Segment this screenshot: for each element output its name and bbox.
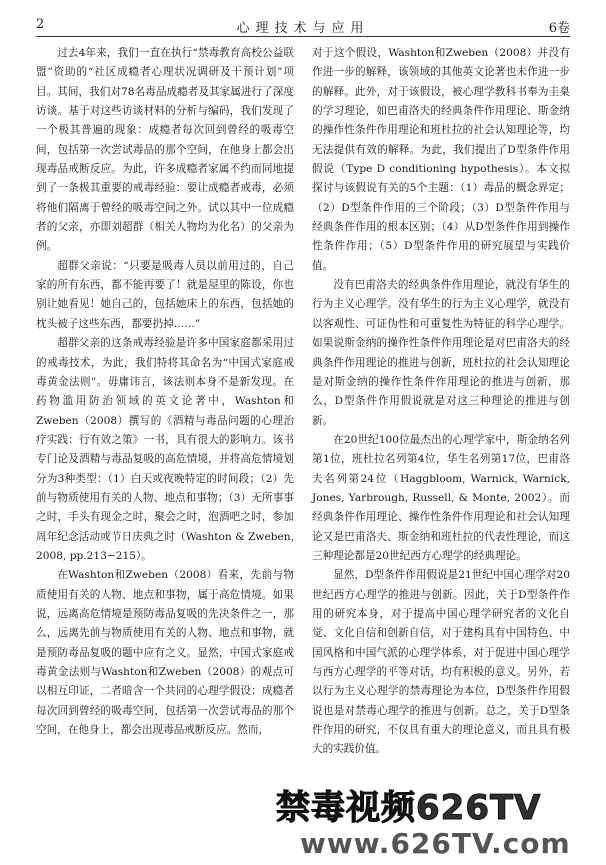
paragraph: 超群父亲的这条戒毒经验是许多中国家庭都采用过的戒毒技术，为此，我们特将其命名为“中国式家庭戒毒黄金法则”。毋庸讳言，该法则本身不是新发现。在药物滥用防治领域的英文论著中，Washton和Zweben（2008）撰写的《酒精与毒品问题的心理治疗实践：行有效之策》一书，具有很大的影响力。该书专门论及酒精与毒品复吸的高危情境，并将高危情境划分为3种类型：（1）白天或夜晚特定的时间段；（2）先前与物质使用有关的人物、地点和事物；（3）无所事事之时，手头有现金之时，聚会之时，泡酒吧之时，参加周年纪念活动或节日庆典之时（Washton & Zweben, 2008, pp.213−215）。 [36, 337, 294, 562]
paragraph: 在20世纪100位最杰出的心理学家中，斯金纳名列第1位，班杜拉名列第4位，华生名列第17位，巴甫洛夫名列第24位（Haggbloom, Warnick, Warnick, Jones, Yarbrough, Russell, & Monte, 2002）。而经典条件作用理论、操作性条件作用理论和社会认知理论又是巴甫洛夫、斯金纳和班杜拉的代表性理论，而这三种理论都是20世纪西方心理学的经典理论。 [312, 433, 570, 562]
paragraph: 在Washton和Zweben（2008）看来，先前与物质使用有关的人物、地点和事物，属于高危情境。如果说，远离高危情境是预防毒品复吸的先决条件之一，那么，远离先前与物质使用有关的人物、地点和事物，就是预防毒品复吸的题中应有之义。显然，中国式家庭戒毒黄金法则与Washton和Zweben（2008）的观点可以相互印证，二者暗含一个共同的心理学假设：成瘾者每次回到曾经的吸毒空间，包括第一次尝试毒品的那个空间，在他身上，都会出现毒品戒断反应。然而， [36, 569, 294, 737]
watermark-title: 禁毒视频626TV [276, 788, 542, 828]
paragraph: 对于这个假设，Washton和Zweben（2008）并没有作进一步的解释，该领域的其他英文论著也未作进一步的解释。此外，对于该假设，被心理学教科书奉为圭臬的学习理论，如巴甫洛夫的经典条件作用理论、斯金纳的操作性条件作用理论和班杜拉的社会认知理论等，均无法提供有效的解释。为此，我们提出了D型条件作用假说（Type D conditioning hypothesis）。本文拟探讨与该假说有关的5个主题：（1）毒品的概念界定；（2）D型条件作用的三个阶段；（3）D型条件作用与经典条件作用的根本区别；（4）从D型条件作用到操作性条件作用；（5）D型条件作用的研究展望与实践价值。 [312, 47, 570, 272]
watermark-logo [276, 788, 598, 860]
right-column [312, 44, 570, 760]
watermark-url: www.626TV.com [300, 827, 571, 860]
left-column [36, 44, 294, 740]
paragraph: 过去4年来，我们一直在执行“禁毒教育高校公益联盟”资助的“社区成瘾者心理状况调研及干预计划”项目。其间，我们对78名毒品成瘾者及其家属进行了深度访谈。基于对这些访谈材料的分析与编码，我们发现了一个极其普遍的现象：成瘾者每次回到曾经的吸毒空间，包括第一次尝试毒品的那个空间，在他身上都会出现毒品戒断反应。为此，许多成瘾者家属不约而同地提到了一条极其重要的戒毒经验：要让成瘾者戒毒，必须将他们隔离于曾经的吸毒空间之外。试以其中一位成瘾者的父亲，亦即刘超群（相关人物均为化名）的父亲为例。 [36, 47, 294, 253]
page-number: 2 [36, 17, 45, 32]
paragraph: 超群父亲说：“只要是吸毒人员以前用过的，自己家的所有东西，都不能再要了！就是屋里的陈设，你也别让她看见！她自己的，包括她床上的东西，包括她的枕头被子这些东西，都要扔掉……” [36, 259, 294, 330]
paragraph: 显然，D型条件作用假说是21世纪中国心理学对20世纪西方心理学的推进与创新。因此，关于D型条件作用的研究本身，对于提高中国心理学研究者的文化自觉、文化自信和创新自信，对于建构具有中国特色、中国风格和中国气派的心理学体系，对于促进中国心理学与西方心理学的平等对话，均有积极的意义。另外，若以行为主义心理学的禁毒理论为本位，D型条件作用假说也是对禁毒心理学的推进与创新。总之，关于D型条件作用的研究，不仅具有重大的理论意义，而且具有极大的实践价值。 [312, 569, 570, 756]
journal-title: 心理技术与应用 [236, 21, 370, 36]
paragraph: 没有巴甫洛夫的经典条件作用理论，就没有华生的行为主义心理学。没有华生的行为主义心理学，就没有以客观性、可证伪性和可重复性为特征的科学心理学。如果说斯金纳的操作性条件作用理论是对巴甫洛夫的经典条件作用理论的推进与创新，班杜拉的社会认知理论是对斯金纳的操作性条件作用理论的推进与创新，那么，D型条件作用假说就是对这三种理论的推进与创新。 [312, 279, 570, 427]
running-header [36, 14, 570, 37]
volume-label: 6卷 [548, 21, 570, 36]
